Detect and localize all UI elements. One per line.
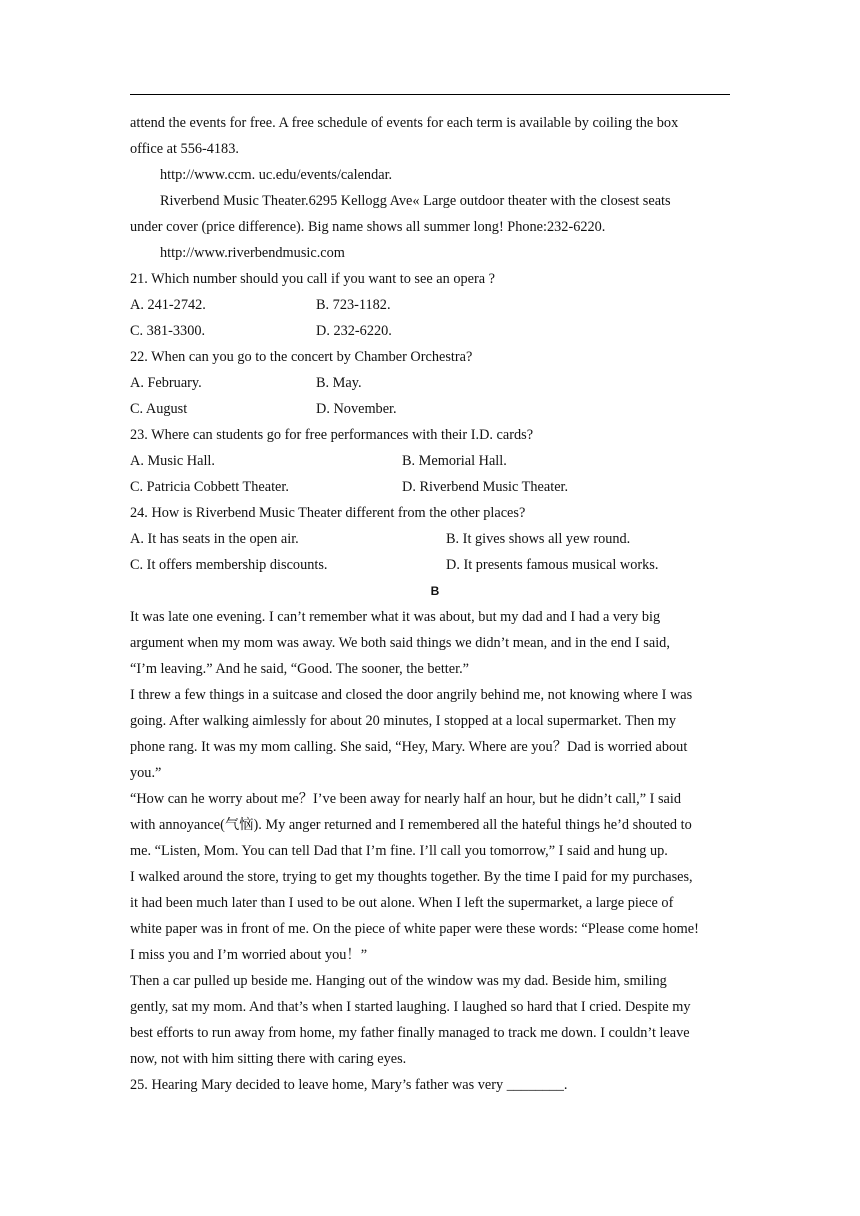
- option-d: D. November.: [316, 401, 397, 417]
- option-row: [130, 318, 740, 344]
- option-a: A. February.: [130, 375, 202, 391]
- option-b: B. It gives shows all yew round.: [446, 531, 631, 547]
- passage-line: It was late one evening. I can’t remember what it was about, but my dad and I had a very big: [130, 609, 661, 625]
- passage-line: attend the events for free. A free schedule of events for each term is available by coiling the box: [130, 115, 679, 131]
- option-d: D. Riverbend Music Theater.: [402, 479, 569, 495]
- option-c: C. 381-3300.: [130, 323, 206, 339]
- passage-line: Then a car pulled up beside me. Hanging out of the window was my dad. Beside him, smiling: [130, 973, 667, 989]
- passage-line: best efforts to run away from home, my father finally managed to track me down. I couldn’t leave: [130, 1025, 690, 1041]
- option-c: C. August: [130, 401, 188, 417]
- passage-line: gently, sat my mom. And that’s when I started laughing. I laughed so hard that I cried. Despite my: [130, 999, 691, 1015]
- passage-line: argument when my mom was away. We both said things we didn’t mean, and in the end I said,: [130, 635, 670, 651]
- passage-line: under cover (price difference). Big name shows all summer long! Phone:232-6220.: [130, 219, 606, 235]
- passage-line: I miss you and I’m worried about you！”: [130, 947, 368, 963]
- option-row: [130, 526, 740, 552]
- passage-line: I walked around the store, trying to get my thoughts together. By the time I paid for my purchases,: [130, 869, 693, 885]
- header-rule: [130, 94, 730, 95]
- passage-line: phone rang. It was my mom calling. She said, “Hey, Mary. Where are you？Dad is worried about: [130, 739, 688, 755]
- url-text: http://www.ccm. uc.edu/events/calendar.: [160, 167, 393, 183]
- page-content: [130, 110, 740, 1098]
- option-b: B. Memorial Hall.: [402, 453, 507, 469]
- option-b: B. 723-1182.: [316, 297, 391, 313]
- question-stem: 24. How is Riverbend Music Theater different from the other places?: [130, 505, 526, 521]
- option-b: B. May.: [316, 375, 362, 391]
- option-a: A. Music Hall.: [130, 453, 215, 469]
- question-stem: 22. When can you go to the concert by Chamber Orchestra?: [130, 349, 473, 365]
- passage-line: it had been much later than I used to be out alone. When I left the supermarket, a large piece of: [130, 895, 674, 911]
- passage-line: me. “Listen, Mom. You can tell Dad that I’m fine. I’ll call you tomorrow,” I said and hung up.: [130, 843, 668, 859]
- passage-line: you.”: [130, 765, 162, 781]
- option-row: [130, 370, 740, 396]
- section-heading: B: [430, 584, 440, 598]
- question-stem: 23. Where can students go for free performances with their I.D. cards?: [130, 427, 534, 443]
- option-row: [130, 292, 740, 318]
- passage-line: now, not with him sitting there with caring eyes.: [130, 1051, 407, 1067]
- question-stem: 25. Hearing Mary decided to leave home, Mary’s father was very ________.: [130, 1077, 568, 1093]
- option-a: A. It has seats in the open air.: [130, 531, 299, 547]
- passage-line: “I’m leaving.” And he said, “Good. The sooner, the better.”: [130, 661, 470, 677]
- url-text: http://www.riverbendmusic.com: [160, 245, 345, 261]
- passage-line: I threw a few things in a suitcase and closed the door angrily behind me, not knowing where I was: [130, 687, 693, 703]
- option-d: D. 232-6220.: [316, 323, 392, 339]
- option-row: [130, 448, 740, 474]
- passage-line: Riverbend Music Theater.6295 Kellogg Ave« Large outdoor theater with the closest seats: [160, 193, 671, 209]
- option-c: C. Patricia Cobbett Theater.: [130, 479, 289, 495]
- passage-line: with annoyance(气恼). My anger returned and I remembered all the hateful things he’d shouted to: [130, 817, 692, 833]
- passage-line: going. After walking aimlessly for about 20 minutes, I stopped at a local supermarket. Then my: [130, 713, 677, 729]
- option-a: A. 241-2742.: [130, 297, 206, 313]
- passage-line: office at 556-4183.: [130, 141, 239, 157]
- option-row: [130, 396, 740, 422]
- option-row: [130, 474, 740, 500]
- passage-line: white paper was in front of me. On the piece of white paper were these words: “Please come home!: [130, 921, 699, 937]
- question-stem: 21. Which number should you call if you want to see an opera ?: [130, 271, 496, 287]
- option-row: [130, 552, 740, 578]
- option-d: D. It presents famous musical works.: [446, 557, 659, 573]
- option-c: C. It offers membership discounts.: [130, 557, 328, 573]
- passage-line: “How can he worry about me？I’ve been away for nearly half an hour, but he didn’t call,” I said: [130, 791, 681, 807]
